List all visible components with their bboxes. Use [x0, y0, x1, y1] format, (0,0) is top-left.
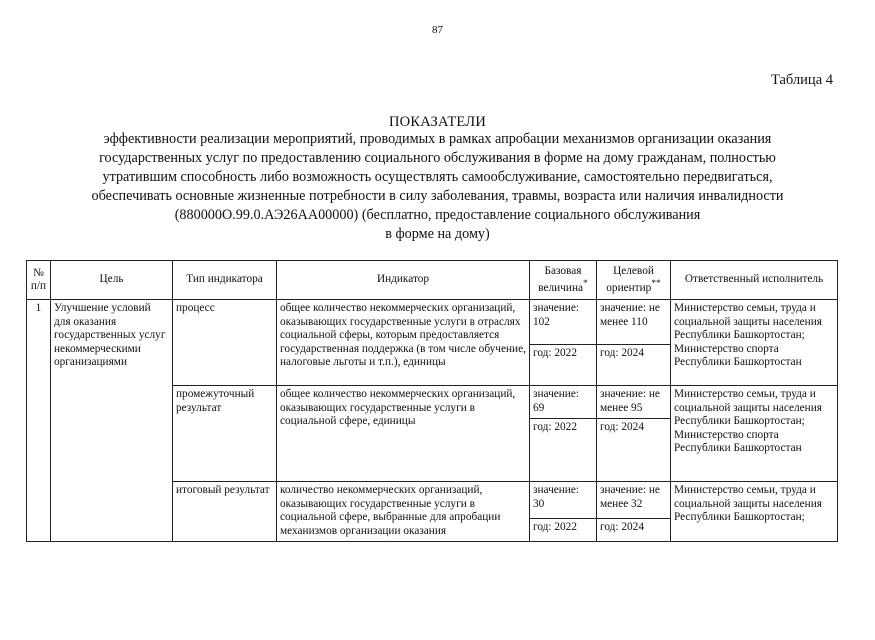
target-value-cell: значение: не менее 110 [597, 300, 671, 345]
target-year-cell: год: 2024 [597, 419, 671, 482]
header-base-mark: * [583, 279, 588, 290]
subtitle-line: утратившим способность либо возможность осуществлять самообслуживание, самостоятельно передвигаться, [102, 169, 773, 185]
type-cell: промежуточный результат [173, 386, 277, 482]
responsible-cell: Министерство семьи, труда и социальной защиты населения Республики Башкортостан; Министерство спорта Республики Башкортостан [671, 300, 838, 386]
table-label: Таблица 4 [770, 72, 833, 88]
indicator-cell: количество некоммерческих организаций, оказывающих государственные услуги в социальной сфере, выбранные для апробации механизмов организации оказания [277, 482, 530, 542]
subtitle-line: в форме на дому) [385, 226, 490, 242]
subtitle-line: эффективности реализации мероприятий, проводимых в рамках апробации механизмов организации оказания [103, 131, 772, 147]
row-number: 1 [27, 300, 51, 542]
subtitle-line: государственных услуг по предоставлению социального обслуживания в форме на дому гражданам, полностью [99, 150, 776, 166]
document-subtitle [30, 130, 845, 244]
header-base-label: Базовая величина [538, 264, 584, 294]
page-number: 87 [432, 24, 443, 36]
responsible-cell: Министерство семьи, труда и социальной защиты населения Республики Башкортостан; Министерство спорта Республики Башкортостан [671, 386, 838, 482]
header-target [597, 261, 671, 300]
responsible-cell: Министерство семьи, труда и социальной защиты населения Республики Башкортостан; [671, 482, 838, 542]
header-indicator: Индикатор [277, 261, 530, 300]
target-year-cell: год: 2024 [597, 345, 671, 386]
table-row [27, 300, 838, 345]
document-title: ПОКАЗАТЕЛИ [388, 114, 486, 130]
subtitle-line: (880000О.99.0.АЭ26АА00000) (бесплатно, предоставление социального обслуживания [174, 207, 701, 223]
indicator-cell: общее количество некоммерческих организаций, оказывающих государственные услуги в отраслях социальной сферы, которым предоставляется государственная поддержка (в том числе обучение, налоговые льготы и т.п.), единицы [277, 300, 530, 386]
type-cell: итоговый результат [173, 482, 277, 542]
header-num: № п/п [27, 261, 51, 300]
indicator-cell: общее количество некоммерческих организаций, оказывающих государственные услуги в социальной сфере, единицы [277, 386, 530, 482]
base-value-cell: значение: 69 [530, 386, 597, 419]
base-year-cell: год: 2022 [530, 345, 597, 386]
type-cell: процесс [173, 300, 277, 386]
base-year-cell: год: 2022 [530, 419, 597, 482]
header-base [530, 261, 597, 300]
indicators-table [26, 260, 838, 542]
header-target-mark: ** [651, 279, 661, 290]
header-type: Тип индикатора [173, 261, 277, 300]
header-goal: Цель [51, 261, 173, 300]
base-value-cell: значение: 102 [530, 300, 597, 345]
base-value-cell: значение: 30 [530, 482, 597, 519]
target-year-cell: год: 2024 [597, 519, 671, 542]
table-header-row [27, 261, 838, 300]
header-target-label: Целевой ориентир [606, 264, 654, 294]
target-value-cell: значение: не менее 32 [597, 482, 671, 519]
subtitle-line: обеспечивать основные жизненные потребности в силу заболевания, травмы, возраста или наличия инвалидности [91, 188, 784, 204]
base-year-cell: год: 2022 [530, 519, 597, 542]
header-responsible: Ответственный исполнитель [671, 261, 838, 300]
goal-cell: Улучшение условий для оказания государственных услуг некоммерческими организациями [51, 300, 173, 542]
target-value-cell: значение: не менее 95 [597, 386, 671, 419]
